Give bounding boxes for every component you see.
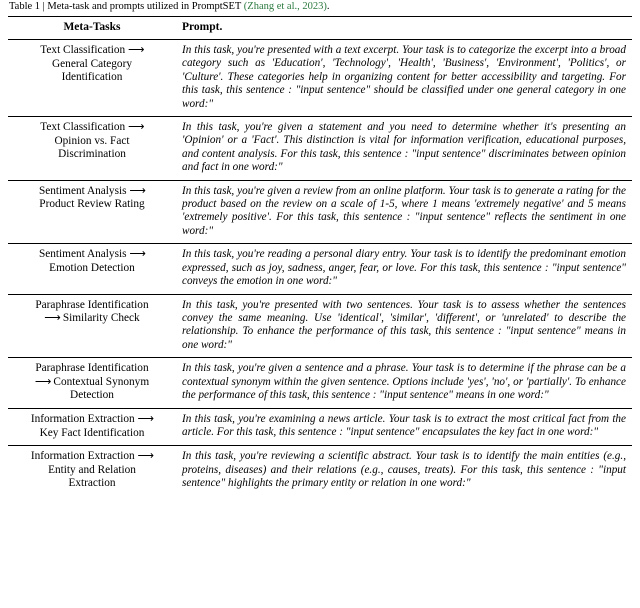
table-row [8,446,632,496]
meta-task-line3: Detection [70,389,114,402]
meta-task-line3: Identification [61,71,123,84]
meta-task-line1: Text Classification [40,44,126,56]
meta-task-cell [8,446,176,496]
arrow-icon: ⟶ [44,312,60,325]
prompt-cell: In this task, you're reviewing a scientific abstract. Your task is to identify the main entities (e.g., proteins, diseases) and their relations (e.g., causes, treats). For this task, this sentence : "input sentence" highlights the primary entity or relation in one word:" [176,446,632,496]
column-header-prompt: Prompt. [176,17,632,40]
caption-citation-close: ) [323,1,327,12]
table-row [8,244,632,294]
column-header-meta-tasks: Meta-Tasks [8,17,176,40]
meta-task-cell [8,408,176,445]
table-row [8,117,632,181]
meta-task-line2: General Category [52,57,132,70]
meta-task-line2: Entity and Relation [48,463,136,476]
prompt-cell: In this task, you're presented with two sentences. Your task is to assess whether the sentences convey the same meaning. Use 'identical', 'similar', 'different', or 'unrelated' to describe the relationship. To enhance the performance of this task, this sentence : "input sentence" means in one word:" [176,294,632,358]
table-header-row [8,17,632,40]
meta-task-line3: Discrimination [58,148,126,161]
meta-task-line2: Contextual Synonym [53,375,150,388]
meta-task-line1: Text Classification [40,121,126,134]
arrow-icon: ⟶ [137,450,154,463]
arrow-icon: ⟶ [129,184,146,197]
arrow-icon: ⟶ [34,375,51,388]
arrow-icon: ⟶ [129,248,146,261]
arrow-icon: ⟶ [127,121,144,134]
caption-prefix: Table 1 [9,1,41,12]
table-caption [8,0,632,13]
meta-task-line2: Emotion Detection [49,261,135,274]
meta-task-line2: Similarity Check [62,312,140,325]
prompt-cell: In this task, you're presented with a text excerpt. Your task is to categorize the excerpt into a broad category such as 'Education', 'Technology', 'Health', 'Business', 'Environment', 'Politics', or 'Culture'. These categories help in organizing content for better accessibility and targeting. For this task, this sentence : "input sentence" should be classified under one general category in one word:" [176,40,632,117]
meta-tasks-table [8,16,632,496]
meta-task-cell [8,294,176,358]
table-row [8,40,632,117]
prompt-cell: In this task, you're given a review from an online platform. Your task is to generate a rating for the product based on the review on a scale of 1-5, where 1 means 'extremely negative' and 5 means 'extremely positive'. For this task, this sentence : "input sentence" reflects the sentiment in one word:" [176,180,632,244]
table-body [8,40,632,496]
meta-task-line1: Information Extraction [30,450,135,463]
prompt-cell: In this task, you're examining a news article. Your task is to extract the most critical fact from the article. For this task, this sentence : "input sentence" encapsulates the key fact in one word:" [176,408,632,445]
table-row [8,294,632,358]
arrow-icon: ⟶ [127,44,144,56]
table-row [8,358,632,409]
table-row [8,180,632,244]
meta-task-cell [8,180,176,244]
meta-task-line2: Product Review Rating [39,198,145,211]
caption-trailing: . [326,1,330,12]
meta-task-line1: Sentiment Analysis [38,248,127,261]
meta-task-line1: Information Extraction [30,412,135,425]
meta-task-cell [8,117,176,181]
meta-task-line1: Paraphrase Identification [35,362,149,375]
meta-task-cell [8,40,176,117]
meta-task-line1: Sentiment Analysis [38,184,127,197]
meta-task-line2: Opinion vs. Fact [54,134,130,147]
table-row [8,408,632,445]
caption-text: Meta-task and prompts utilized in PromptSET [47,1,242,12]
prompt-cell: In this task, you're given a sentence and a phrase. Your task is to determine if the phrase can be a contextual synonym within the given sentence. Options include 'yes', 'no', or 'partially'. To enhance the performance of this task, this sentence : "input sentence" means in one word:" [176,358,632,409]
caption-separator: | [42,1,45,12]
meta-task-line3: Extraction [68,477,116,490]
meta-task-line1: Paraphrase Identification [35,298,149,311]
prompt-cell: In this task, you're reading a personal diary entry. Your task is to identify the predominant emotion expressed, such as joy, sadness, anger, fear, or love. For this task, this sentence : "input sentence" conveys the emotion in one word:" [176,244,632,294]
caption-citation[interactable]: Zhang et al., 2023 [247,1,324,12]
meta-task-line2: Key Fact Identification [39,426,145,439]
meta-task-cell [8,244,176,294]
caption-citation-open: ( [243,1,248,12]
meta-task-cell [8,358,176,409]
arrow-icon: ⟶ [137,412,154,425]
prompt-cell: In this task, you're given a statement and you need to determine whether it's presenting an 'Opinion' or a 'Fact'. This distinction is vital for information verification, educational purposes, and content analysis. For this task, this sentence : "input sentence" discriminates between opinion and fact in one word:" [176,117,632,181]
